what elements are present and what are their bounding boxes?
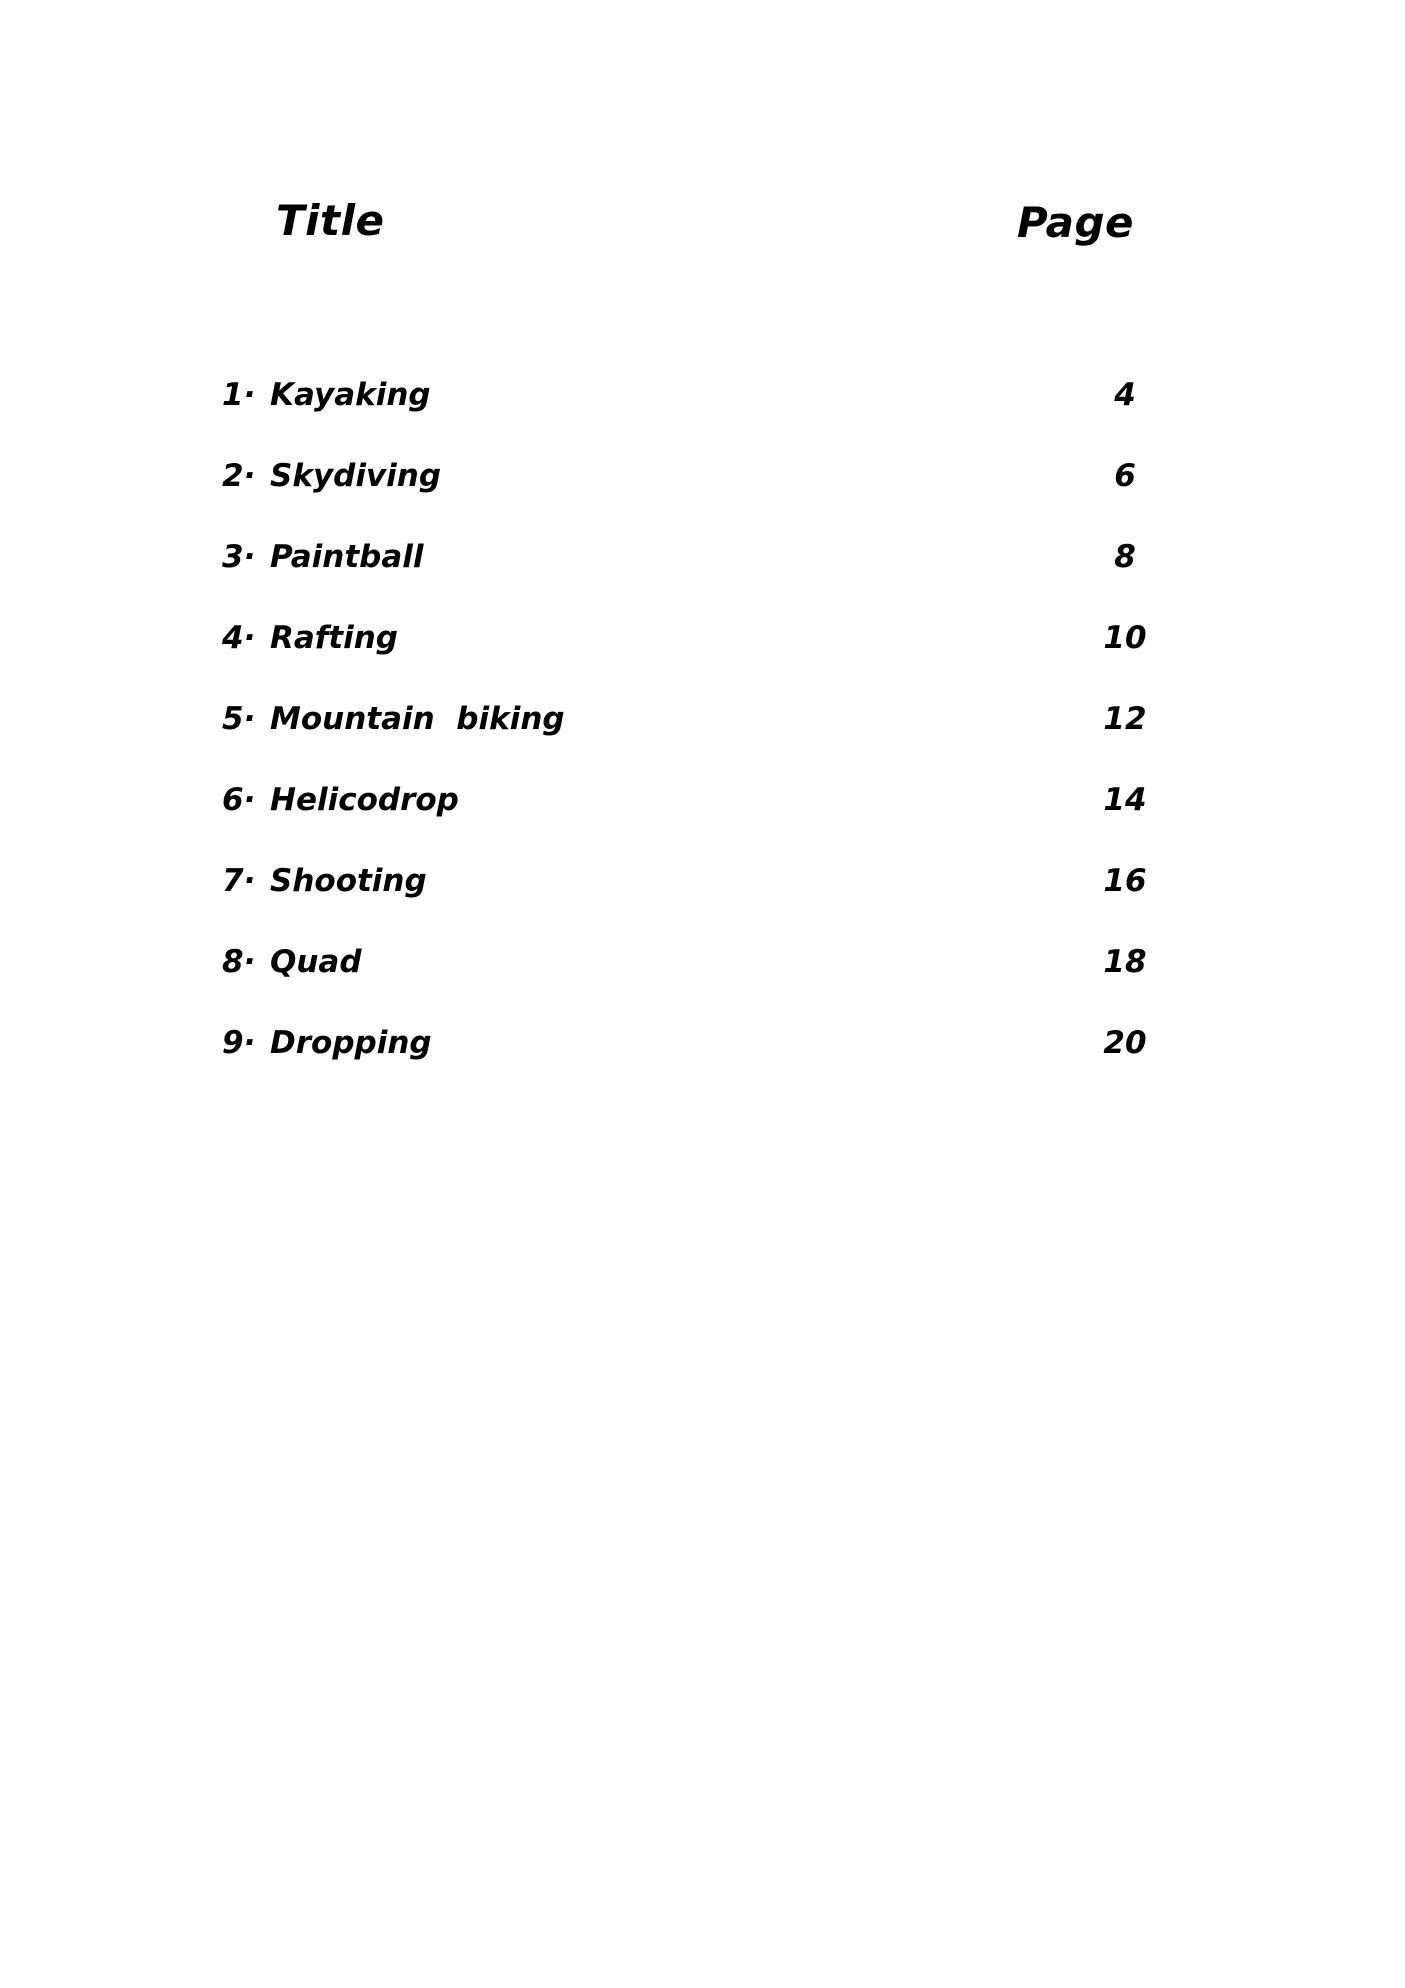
toc-entry-3 [0, 535, 1405, 579]
toc-entry-number: 9· [222, 1025, 256, 1061]
toc-entry-page: 18 [1103, 944, 1147, 980]
toc-entry-page: 10 [1103, 620, 1147, 656]
toc-entry-page: 8 [1114, 539, 1136, 575]
toc-entry-title: Mountain biking [270, 701, 565, 737]
toc-entry-title: Paintball [270, 539, 424, 575]
title-column-heading: Title [276, 196, 385, 245]
toc-entry-page: 16 [1103, 863, 1147, 899]
toc-entry-page: 4 [1114, 377, 1136, 413]
toc-entry-4 [0, 616, 1405, 660]
toc-entry-title: Kayaking [270, 377, 431, 413]
toc-entry-title: Skydiving [270, 458, 442, 494]
toc-entry-number: 3· [222, 539, 256, 575]
toc-entry-number: 7· [222, 863, 256, 899]
toc-entry-page: 6 [1114, 458, 1136, 494]
toc-entry-7 [0, 859, 1405, 903]
toc-entry-title: Dropping [270, 1025, 432, 1061]
toc-entry-8 [0, 940, 1405, 984]
toc-entry-title: Quad [270, 944, 362, 980]
page-column-heading: Page [1017, 198, 1134, 247]
toc-entry-title: Helicodrop [270, 782, 459, 818]
toc-entry-number: 8· [222, 944, 256, 980]
toc-entry-page: 20 [1103, 1025, 1147, 1061]
toc-entry-6 [0, 778, 1405, 822]
toc-entry-page: 12 [1103, 701, 1147, 737]
toc-entry-9 [0, 1021, 1405, 1065]
toc-entry-title: Rafting [270, 620, 398, 656]
toc-entry-number: 4· [222, 620, 256, 656]
toc-entry-number: 6· [222, 782, 256, 818]
toc-entry-2 [0, 454, 1405, 498]
toc-entry-number: 2· [222, 458, 256, 494]
toc-entry-number: 5· [222, 701, 256, 737]
toc-entry-1 [0, 373, 1405, 417]
toc-entry-page: 14 [1103, 782, 1147, 818]
toc-entry-5 [0, 697, 1405, 741]
toc-entry-number: 1· [222, 377, 256, 413]
toc-entry-title: Shooting [270, 863, 427, 899]
